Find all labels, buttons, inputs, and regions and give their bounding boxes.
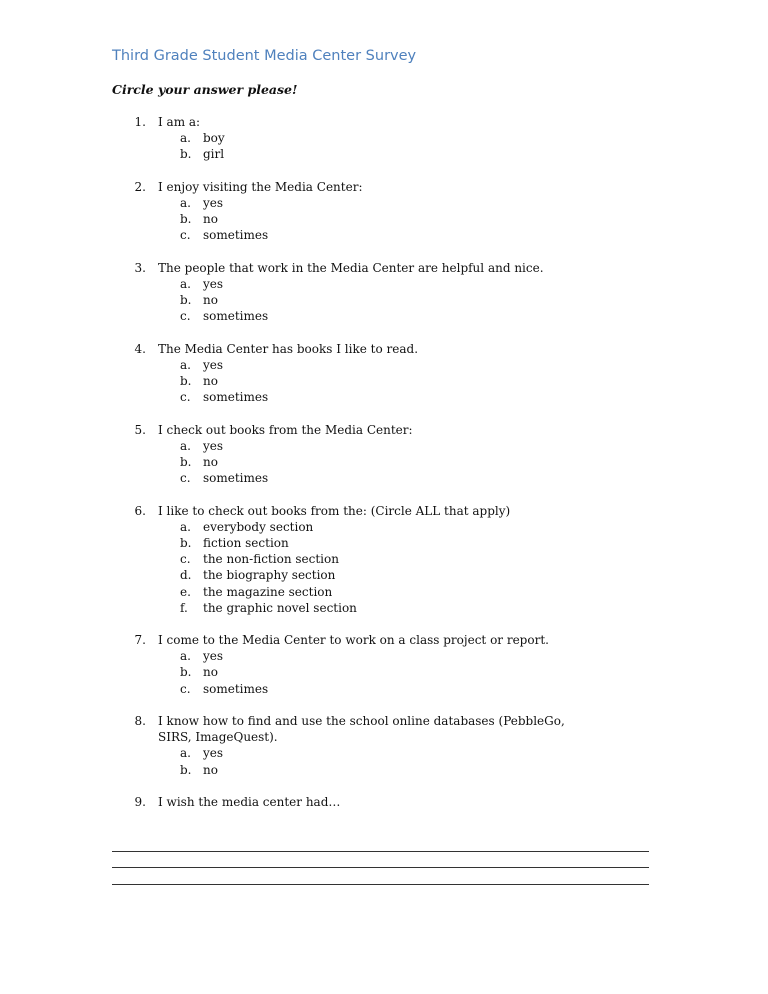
question-text: I wish the media center had…	[158, 795, 341, 810]
question-text: The Media Center has books I like to read.	[158, 341, 419, 356]
option-text: yes	[203, 438, 224, 453]
option-letter: c.	[180, 552, 191, 567]
option-letter: c.	[180, 471, 191, 486]
option-text: sometimes	[203, 309, 269, 324]
option-text: yes	[203, 649, 224, 664]
option-text: yes	[203, 746, 224, 761]
question-number: 2.	[134, 179, 146, 194]
option-text: the non-fiction section	[203, 552, 339, 567]
question-2	[0, 179, 768, 244]
option-letter: e.	[180, 584, 191, 599]
option-text: everybody section	[203, 519, 314, 534]
question-number: 4.	[134, 341, 146, 356]
answer-line[interactable]	[112, 868, 649, 884]
option-text: sometimes	[203, 390, 269, 405]
answer-option[interactable]	[0, 357, 768, 373]
option-text: sometimes	[203, 471, 269, 486]
option-text: yes	[203, 195, 224, 210]
answer-option[interactable]	[0, 130, 768, 146]
answer-option[interactable]	[0, 146, 768, 162]
option-text: no	[203, 762, 218, 777]
answer-option[interactable]	[0, 389, 768, 405]
answer-option[interactable]	[0, 519, 768, 535]
option-text: no	[203, 665, 218, 680]
option-text: yes	[203, 276, 224, 291]
option-letter: b.	[180, 293, 192, 308]
question-text: I come to the Media Center to work on a class project or report.	[158, 633, 549, 648]
option-text: no	[203, 455, 218, 470]
answer-option[interactable]	[0, 292, 768, 308]
question-text: I like to check out books from the: (Circle ALL that apply)	[158, 503, 511, 518]
page-title: Third Grade Student Media Center Survey	[112, 48, 417, 64]
question-3	[0, 260, 768, 325]
option-text: fiction section	[203, 535, 289, 550]
option-letter: b.	[180, 374, 192, 389]
question-text: I am a:	[158, 115, 201, 129]
question-9	[0, 794, 768, 810]
question-8	[0, 713, 768, 778]
answer-option[interactable]	[0, 373, 768, 389]
option-letter: a.	[180, 276, 191, 291]
question-text: I know how to find and use the school online databases (PebbleGo, SIRS, ImageQuest).	[158, 714, 565, 745]
option-letter: a.	[180, 746, 191, 761]
option-text: the magazine section	[203, 584, 333, 599]
option-letter: a.	[180, 438, 191, 453]
option-text: girl	[203, 147, 225, 162]
option-letter: b.	[180, 665, 192, 680]
option-text: no	[203, 374, 218, 389]
answer-option[interactable]	[0, 195, 768, 211]
question-number: 1.	[134, 115, 146, 129]
question-number: 3.	[134, 260, 146, 275]
option-text: the graphic novel section	[203, 600, 357, 615]
answer-option[interactable]	[0, 551, 768, 567]
question-6	[0, 503, 768, 616]
question-list	[0, 114, 768, 826]
option-text: sometimes	[203, 681, 269, 696]
option-letter: f.	[180, 600, 188, 615]
question-number: 9.	[134, 795, 146, 810]
answer-option[interactable]	[0, 211, 768, 227]
answer-option[interactable]	[0, 227, 768, 243]
answer-option[interactable]	[0, 745, 768, 761]
option-text: the biography section	[203, 568, 336, 583]
answer-option[interactable]	[0, 454, 768, 470]
option-letter: a.	[180, 357, 191, 372]
option-text: boy	[203, 131, 225, 146]
answer-option[interactable]	[0, 648, 768, 664]
option-letter: c.	[180, 309, 191, 324]
option-letter: b.	[180, 147, 192, 162]
answer-line[interactable]	[112, 852, 649, 868]
answer-line[interactable]	[112, 836, 649, 852]
answer-option[interactable]	[0, 470, 768, 486]
option-letter: a.	[180, 195, 191, 210]
question-number: 8.	[134, 714, 146, 729]
option-letter: a.	[180, 649, 191, 664]
option-letter: b.	[180, 762, 192, 777]
option-letter: b.	[180, 212, 192, 227]
question-number: 7.	[134, 633, 146, 648]
question-4	[0, 341, 768, 406]
answer-option[interactable]	[0, 681, 768, 697]
option-letter: b.	[180, 535, 192, 550]
answer-lines[interactable]	[112, 836, 649, 885]
option-text: no	[203, 293, 218, 308]
question-number: 6.	[134, 503, 146, 518]
answer-option[interactable]	[0, 276, 768, 292]
option-letter: a.	[180, 131, 191, 146]
answer-option[interactable]	[0, 308, 768, 324]
option-text: no	[203, 212, 218, 227]
option-text: yes	[203, 357, 224, 372]
instruction-text: Circle your answer please!	[112, 82, 298, 97]
answer-option[interactable]	[0, 664, 768, 680]
question-text: I enjoy visiting the Media Center:	[158, 179, 363, 194]
question-5	[0, 422, 768, 487]
answer-option[interactable]	[0, 584, 768, 600]
option-letter: b.	[180, 455, 192, 470]
option-letter: d.	[180, 568, 192, 583]
answer-option[interactable]	[0, 600, 768, 616]
option-letter: a.	[180, 519, 191, 534]
answer-option[interactable]	[0, 762, 768, 778]
question-text: I check out books from the Media Center:	[158, 422, 413, 437]
option-letter: c.	[180, 228, 191, 243]
question-text: The people that work in the Media Center are helpful and nice.	[158, 260, 544, 275]
question-number: 5.	[134, 422, 146, 437]
question-7	[0, 632, 768, 697]
answer-option[interactable]	[0, 567, 768, 583]
option-letter: c.	[180, 390, 191, 405]
option-text: sometimes	[203, 228, 269, 243]
question-1	[0, 114, 768, 163]
answer-option[interactable]	[0, 535, 768, 551]
option-letter: c.	[180, 681, 191, 696]
answer-option[interactable]	[0, 438, 768, 454]
